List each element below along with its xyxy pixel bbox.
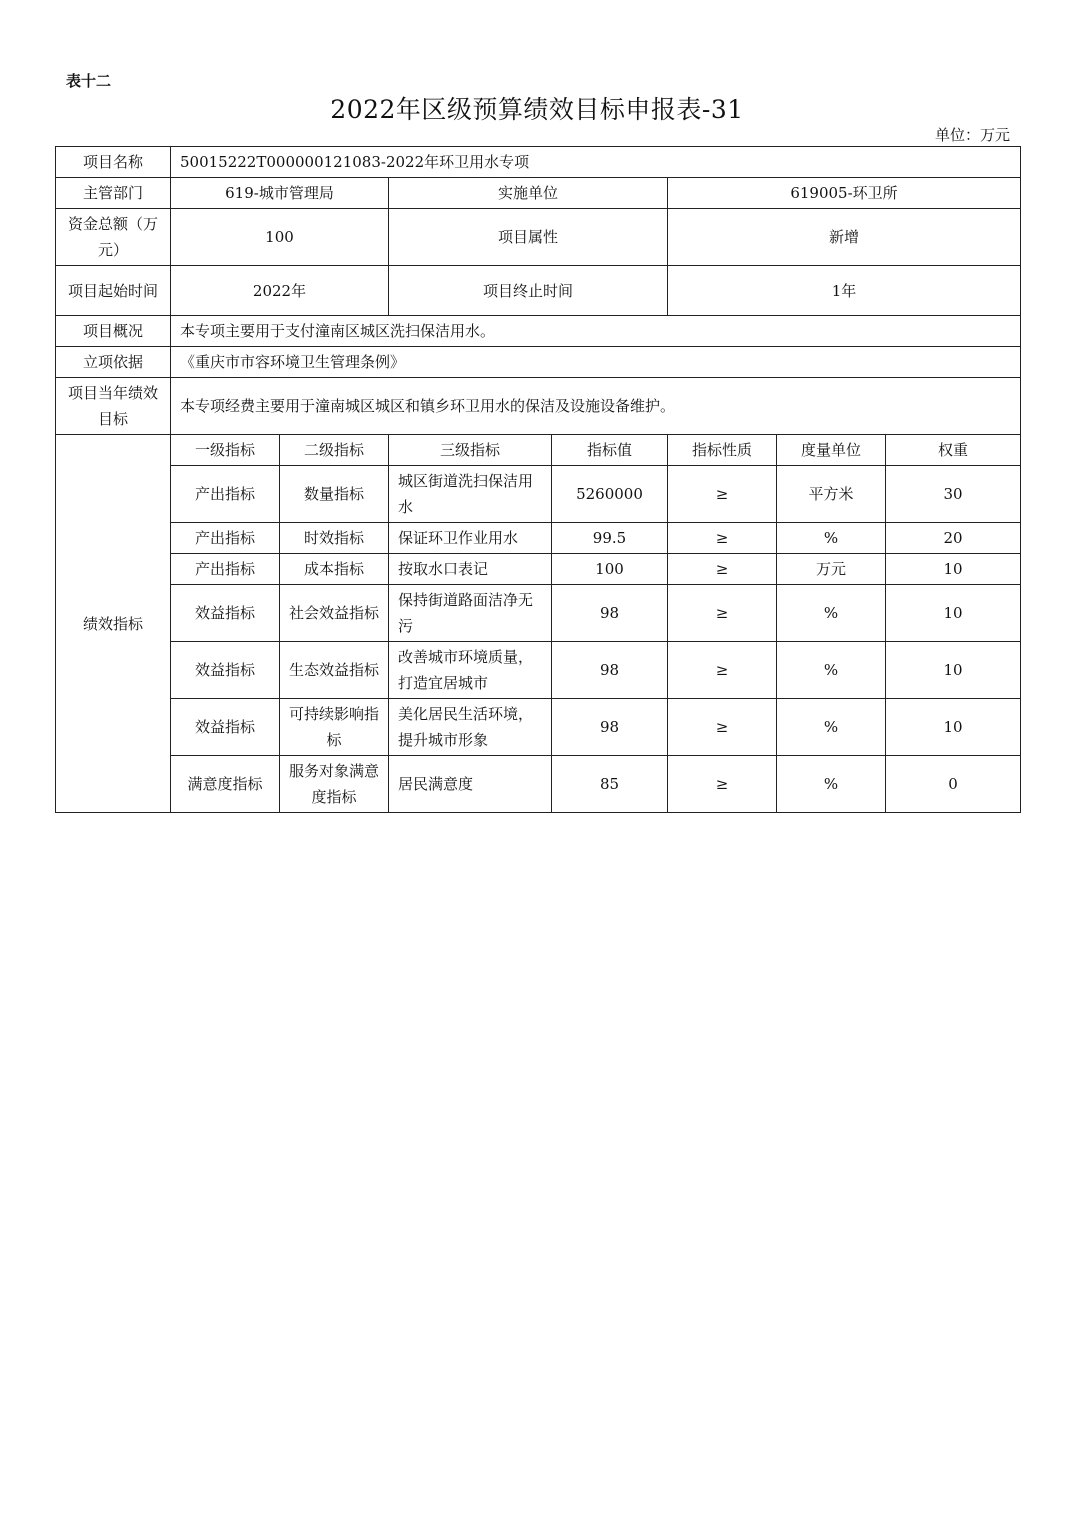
indicator-weight: 10 (886, 642, 1021, 699)
indicator-unit: 平方米 (777, 466, 886, 523)
annual-goal-label: 项目当年绩效目标 (56, 378, 171, 435)
indicator-unit: 万元 (777, 554, 886, 585)
indicator-level2: 社会效益指标 (280, 585, 389, 642)
department-label: 主管部门 (56, 178, 171, 209)
indicator-level2: 生态效益指标 (280, 642, 389, 699)
indicator-weight: 10 (886, 699, 1021, 756)
annual-goal-value: 本专项经费主要用于潼南城区城区和镇乡环卫用水的保洁及设施设备维护。 (171, 378, 1021, 435)
indicator-level3: 保证环卫作业用水 (389, 523, 552, 554)
row-fund (56, 209, 1021, 266)
indicator-header-row (56, 435, 1021, 466)
indicator-row (56, 554, 1021, 585)
header-unit: 度量单位 (777, 435, 886, 466)
indicator-weight: 30 (886, 466, 1021, 523)
indicator-value: 85 (552, 756, 668, 813)
indicator-nature: ≥ (668, 699, 777, 756)
project-name-label: 项目名称 (56, 147, 171, 178)
indicator-level1: 效益指标 (171, 699, 280, 756)
indicator-nature: ≥ (668, 466, 777, 523)
indicator-value: 99.5 (552, 523, 668, 554)
indicator-nature: ≥ (668, 554, 777, 585)
indicator-value: 98 (552, 642, 668, 699)
indicator-unit: % (777, 585, 886, 642)
end-time-value: 1年 (668, 266, 1021, 316)
indicator-weight: 20 (886, 523, 1021, 554)
indicator-level2: 数量指标 (280, 466, 389, 523)
header-value: 指标值 (552, 435, 668, 466)
row-period (56, 266, 1021, 316)
indicator-row (56, 523, 1021, 554)
project-attribute-label: 项目属性 (389, 209, 668, 266)
indicator-level3: 改善城市环境质量，打造宜居城市 (389, 642, 552, 699)
header-weight: 权重 (886, 435, 1021, 466)
unit-note: 单位：万元 (934, 126, 1010, 144)
indicator-nature: ≥ (668, 756, 777, 813)
page-title: 2022年区级预算绩效目标申报表-31 (330, 95, 744, 124)
header-level3: 三级指标 (389, 435, 552, 466)
indicator-unit: % (777, 523, 886, 554)
basis-value: 《重庆市市容环境卫生管理条例》 (171, 347, 1021, 378)
budget-performance-table (55, 146, 1021, 813)
indicator-level3: 按取水口表记 (389, 554, 552, 585)
indicator-level3: 城区街道洗扫保洁用水 (389, 466, 552, 523)
indicator-value: 100 (552, 554, 668, 585)
fund-total-value: 100 (171, 209, 389, 266)
header-nature: 指标性质 (668, 435, 777, 466)
table-label: 表十二 (66, 72, 112, 90)
implementing-unit-label: 实施单位 (389, 178, 668, 209)
indicator-weight: 10 (886, 585, 1021, 642)
indicator-level1: 产出指标 (171, 523, 280, 554)
indicator-row (56, 642, 1021, 699)
project-attribute-value: 新增 (668, 209, 1021, 266)
indicator-unit: % (777, 699, 886, 756)
start-time-label: 项目起始时间 (56, 266, 171, 316)
basis-label: 立项依据 (56, 347, 171, 378)
row-project-name (56, 147, 1021, 178)
indicator-level3: 保持街道路面洁净无污 (389, 585, 552, 642)
indicator-value: 98 (552, 699, 668, 756)
indicator-row (56, 466, 1021, 523)
indicator-value: 98 (552, 585, 668, 642)
indicator-row (56, 585, 1021, 642)
indicator-level2: 服务对象满意度指标 (280, 756, 389, 813)
department-value: 619-城市管理局 (171, 178, 389, 209)
indicator-level1: 效益指标 (171, 642, 280, 699)
indicator-level2: 可持续影响指标 (280, 699, 389, 756)
indicator-level3: 美化居民生活环境，提升城市形象 (389, 699, 552, 756)
indicator-row (56, 756, 1021, 813)
header-level1: 一级指标 (171, 435, 280, 466)
indicator-value: 5260000 (552, 466, 668, 523)
indicator-nature: ≥ (668, 523, 777, 554)
indicator-row (56, 699, 1021, 756)
row-basis (56, 347, 1021, 378)
row-annual-goal (56, 378, 1021, 435)
indicator-level1: 满意度指标 (171, 756, 280, 813)
indicator-weight: 0 (886, 756, 1021, 813)
indicators-section-label: 绩效指标 (56, 435, 171, 813)
indicator-unit: % (777, 642, 886, 699)
indicator-unit: % (777, 756, 886, 813)
project-name-value: 50015222T000000121083-2022年环卫用水专项 (171, 147, 1021, 178)
indicator-level1: 产出指标 (171, 466, 280, 523)
indicator-nature: ≥ (668, 585, 777, 642)
end-time-label: 项目终止时间 (389, 266, 668, 316)
indicator-weight: 10 (886, 554, 1021, 585)
row-overview (56, 316, 1021, 347)
indicator-level2: 时效指标 (280, 523, 389, 554)
indicator-level2: 成本指标 (280, 554, 389, 585)
overview-value: 本专项主要用于支付潼南区城区洗扫保洁用水。 (171, 316, 1021, 347)
overview-label: 项目概况 (56, 316, 171, 347)
row-department (56, 178, 1021, 209)
implementing-unit-value: 619005-环卫所 (668, 178, 1021, 209)
fund-total-label: 资金总额（万元） (56, 209, 171, 266)
indicator-level3: 居民满意度 (389, 756, 552, 813)
indicator-level1: 产出指标 (171, 554, 280, 585)
indicator-level1: 效益指标 (171, 585, 280, 642)
indicator-nature: ≥ (668, 642, 777, 699)
header-level2: 二级指标 (280, 435, 389, 466)
start-time-value: 2022年 (171, 266, 389, 316)
